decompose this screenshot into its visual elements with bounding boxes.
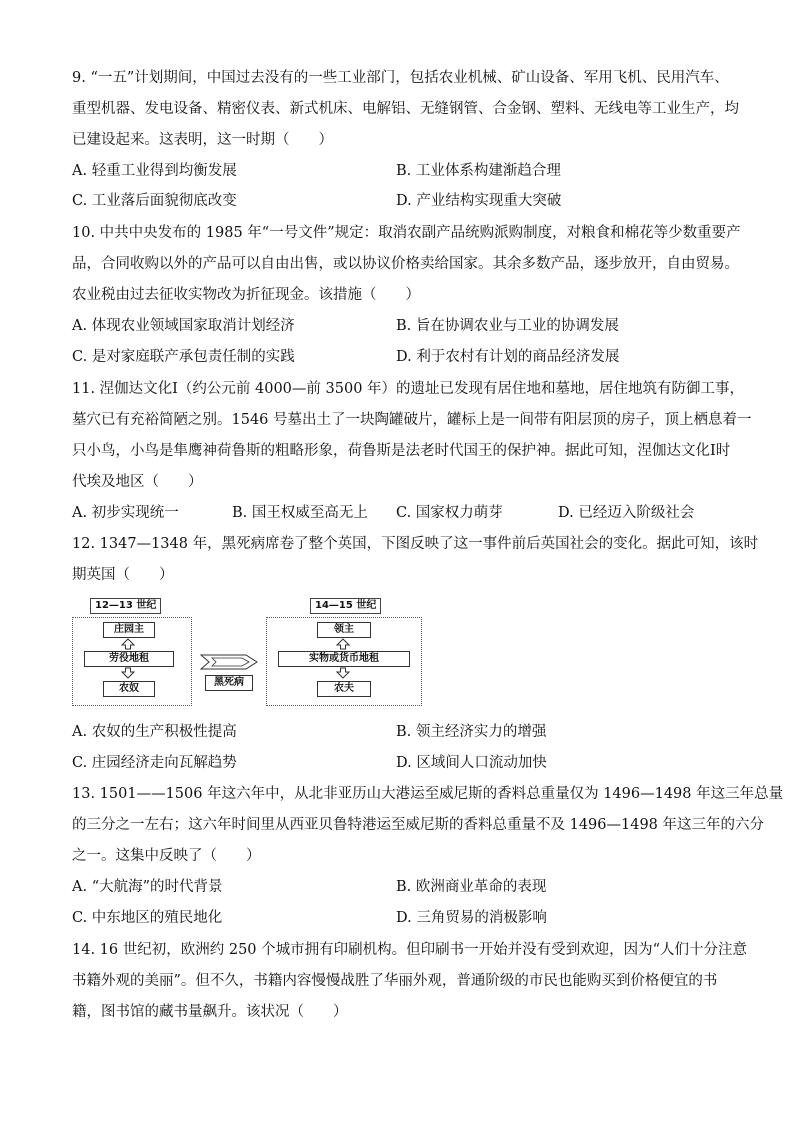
q12-line-2: 期英国（ ） xyxy=(72,567,174,583)
q9-option-d: D. 产业结构实现重大突破 xyxy=(396,193,562,209)
q12-line-1: 12. 1347—1348 年，黑死病席卷了整个英国，下图反映了这一事件前后英国社会的变化。据此可知，该时 xyxy=(72,536,759,552)
q13-option-b: B. 欧洲商业革命的表现 xyxy=(396,879,547,895)
q11-option-b: B. 国王权威至高无上 xyxy=(232,505,368,521)
q13-line-3: 之一。这集中反映了（ ） xyxy=(72,848,261,864)
q14-line-1: 14. 16 世纪初，欧洲约 250 个城市拥有印刷机构。但印刷书一开始并没有受到欢迎，因为“人们十分注意 xyxy=(72,942,748,958)
q12-diagram xyxy=(72,598,424,708)
up-arrow-icon xyxy=(336,638,350,650)
q10-option-c: C. 是对家庭联产承包责任制的实践 xyxy=(72,349,295,365)
q12-option-a: A. 农奴的生产积极性提高 xyxy=(72,724,237,740)
manor-lord-node: 庄园主 xyxy=(103,622,155,638)
q11-line-2: 墓穴已有充裕简陋之别。1546 号墓出土了一块陶罐破片，罐标上是一间带有阳层顶的房子，顶上栖息着一 xyxy=(72,412,752,428)
q13-option-a: A. “大航海”的时代背景 xyxy=(72,879,223,895)
lord-node: 领主 xyxy=(317,622,371,638)
kind-or-money-rent-node: 实物或货币地租 xyxy=(278,651,410,667)
q11-line-4: 代埃及地区（ ） xyxy=(72,474,203,490)
q9-line-2: 重型机器、发电设备、精密仪表、新式机床、电解铝、无缝钢管、合金钢、塑料、无线电等工业生产，均 xyxy=(72,101,739,117)
down-arrow-icon xyxy=(336,667,350,679)
q14-line-2: 书籍外观的美丽”。但不久，书籍内容慢慢战胜了华丽外观，普通阶级的市民也能购买到价格便宜的书 xyxy=(72,973,718,989)
q13-line-1: 13. 1501——1506 年这六年中，从北非亚历山大港运至威尼斯的香料总重量仅为 1496—1498 年这三年总量 xyxy=(72,786,784,802)
q13-option-d: D. 三角贸易的消极影响 xyxy=(396,910,547,926)
q10-line-1: 10. 中共中央发布的 1985 年“一号文件”规定：取消农副产品统购派购制度，对粮食和棉花等少数重要产 xyxy=(72,225,741,241)
q11-line-1: 11. 涅伽达文化Ⅰ（约公元前 4000—前 3500 年）的遗址已发现有居住地和墓地，居住地筑有防御工事， xyxy=(72,381,745,397)
transition-arrow-icon xyxy=(200,654,258,670)
q10-option-a: A. 体现农业领域国家取消计划经济 xyxy=(72,318,295,334)
q12-option-c: C. 庄园经济走向瓦解趋势 xyxy=(72,755,237,771)
q11-option-d: D. 已经迈入阶级社会 xyxy=(558,505,695,521)
q11-option-c: C. 国家权力萌芽 xyxy=(396,505,503,521)
q9-option-a: A. 轻重工业得到均衡发展 xyxy=(72,163,237,179)
q13-line-2: 的三分之一左右；这六年时间里从西亚贝鲁特港运至威尼斯的香料总重量不及 1496—1498 年这三年的六分 xyxy=(72,817,765,833)
q9-option-c: C. 工业落后面貌彻底改变 xyxy=(72,193,237,209)
q11-line-3: 只小鸟，小鸟是隼鹰神荷鲁斯的粗略形象，荷鲁斯是法老时代国王的保护神。据此可知，涅伽达文化Ⅰ时 xyxy=(72,443,731,459)
q10-line-2: 品，合同收购以外的产品可以自由出售，或以协议价格卖给国家。其余多数产品，逐步放开，自由贸易。 xyxy=(72,256,739,272)
q10-option-b: B. 旨在协调农业与工业的协调发展 xyxy=(396,318,619,334)
serf-node: 农奴 xyxy=(103,681,155,697)
q10-option-d: D. 利于农村有计划的商品经济发展 xyxy=(396,349,620,365)
q10-line-3: 农业税由过去征收实物改为折征现金。该措施（ ） xyxy=(72,287,420,303)
q13-option-c: C. 中东地区的殖民地化 xyxy=(72,910,223,926)
labor-rent-node: 劳役地租 xyxy=(84,651,174,667)
q11-option-a: A. 初步实现统一 xyxy=(72,505,179,521)
q14-line-3: 籍，图书馆的藏书量飙升。该状况（ ） xyxy=(72,1004,348,1020)
right-period-title: 14—15 世纪 xyxy=(310,598,381,614)
q12-option-d: D. 区域间人口流动加快 xyxy=(396,755,547,771)
farmer-node: 农夫 xyxy=(317,681,371,697)
up-arrow-icon xyxy=(121,638,135,650)
black-death-label: 黑死病 xyxy=(205,675,253,691)
left-period-title: 12—13 世纪 xyxy=(90,598,161,614)
q9-line-1: 9. “一五”计划期间，中国过去没有的一些工业部门，包括农业机械、矿山设备、军用飞机、民用汽车、 xyxy=(72,70,729,86)
q9-line-3: 已建设起来。这表明，这一时期（ ） xyxy=(72,132,333,148)
q12-option-b: B. 领主经济实力的增强 xyxy=(396,724,547,740)
q9-option-b: B. 工业体系构建渐趋合理 xyxy=(396,163,561,179)
down-arrow-icon xyxy=(121,667,135,679)
